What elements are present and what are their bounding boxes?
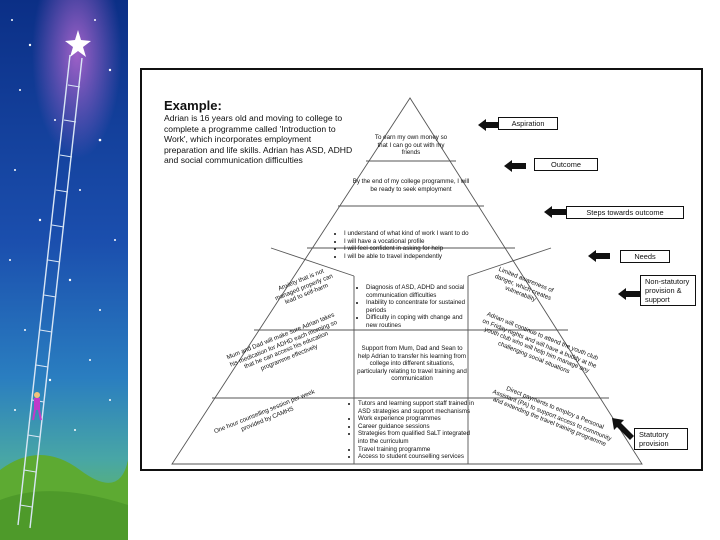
starry-sky-ladder-image — [0, 0, 128, 540]
needs-item: • Diagnosis of ASD, ADHD and social communication difficulties — [366, 284, 468, 299]
needs-left-text: Anxiety that is not managed properly can lead to self-harm — [274, 267, 334, 307]
statutory-item: • Work experience programmes — [358, 415, 480, 423]
statutory-item: • Tutors and learning support staff trained in ASD strategies and support mechanisms — [358, 400, 480, 415]
steps-item: • I understand of what kind of work I want to do — [344, 230, 494, 238]
statutory-label: Statutory provision — [634, 428, 688, 450]
steps-list — [334, 230, 494, 260]
statutory-right-text: Direct payments to employ a Personal Assistant (PA) to support access to community and extending the travel training programme — [491, 385, 613, 449]
steps-item: • I will be able to travel independently — [344, 253, 494, 261]
aspiration-text: To earn my own money so that I can go out with my friends — [374, 134, 448, 157]
nonstat-label: Non-statutory provision & support — [640, 275, 696, 306]
needs-right-text: Limited awareness of danger, which creates vulnerability — [493, 265, 555, 304]
pyramid-slide — [140, 68, 703, 471]
statutory-item: • Travel training programme — [358, 446, 480, 454]
example-body: Adrian is 16 years old and moving to college to complete a programme called 'Introduction to Work', which incorporates employment preparation and life skills. Adrian has ASD, ADHD and social communication difficulties — [164, 113, 353, 166]
aspiration-label: Aspiration — [498, 117, 558, 130]
outcome-label: Outcome — [534, 158, 598, 171]
arrow-left-icon — [478, 119, 500, 131]
statutory-left-text: One hour counselling session per week provided by CAMHS — [213, 388, 316, 436]
steps-item: • I will feel confident in asking for help — [344, 245, 494, 253]
example-heading: Example: — [164, 98, 222, 113]
steps-item: • I will have a vocational profile — [344, 238, 494, 246]
arrow-up-left-icon — [612, 418, 634, 440]
steps-label: Steps towards outcome — [566, 206, 684, 219]
needs-label: Needs — [620, 250, 670, 263]
nonstat-center-text: Support from Mum, Dad and Sean to help Adrian to transfer his learning from college into different situations, particularly relating to travel training and communication — [357, 345, 467, 383]
nonstat-left-text: Mum and Dad will make sure Adrian takes his medication for ADHD each morning so that he can access his education programme effectively — [225, 311, 339, 373]
arrow-left-icon — [588, 250, 610, 262]
arrow-left-icon — [618, 288, 640, 300]
statutory-item: • Career guidance sessions — [358, 423, 480, 431]
outcome-text: By the end of my college programme, I will be ready to seek employment — [352, 178, 470, 193]
needs-item: • Inability to concentrate for sustained periods — [366, 299, 468, 314]
statutory-item: • Access to student counselling services — [358, 453, 480, 461]
arrow-left-icon — [504, 160, 526, 172]
needs-list — [356, 284, 468, 330]
arrow-left-icon — [544, 206, 566, 218]
statutory-item: • Strategies from qualified SaLT integrated into the curriculum — [358, 430, 480, 445]
nonstat-right-text: Adrian will continue to attend the youth club on Friday nights and will have a buddy at the youth club who will help him manage any challenging social situations — [481, 310, 600, 376]
needs-item: • Difficulty in coping with change and new routines — [366, 314, 468, 329]
statutory-list — [348, 400, 480, 461]
